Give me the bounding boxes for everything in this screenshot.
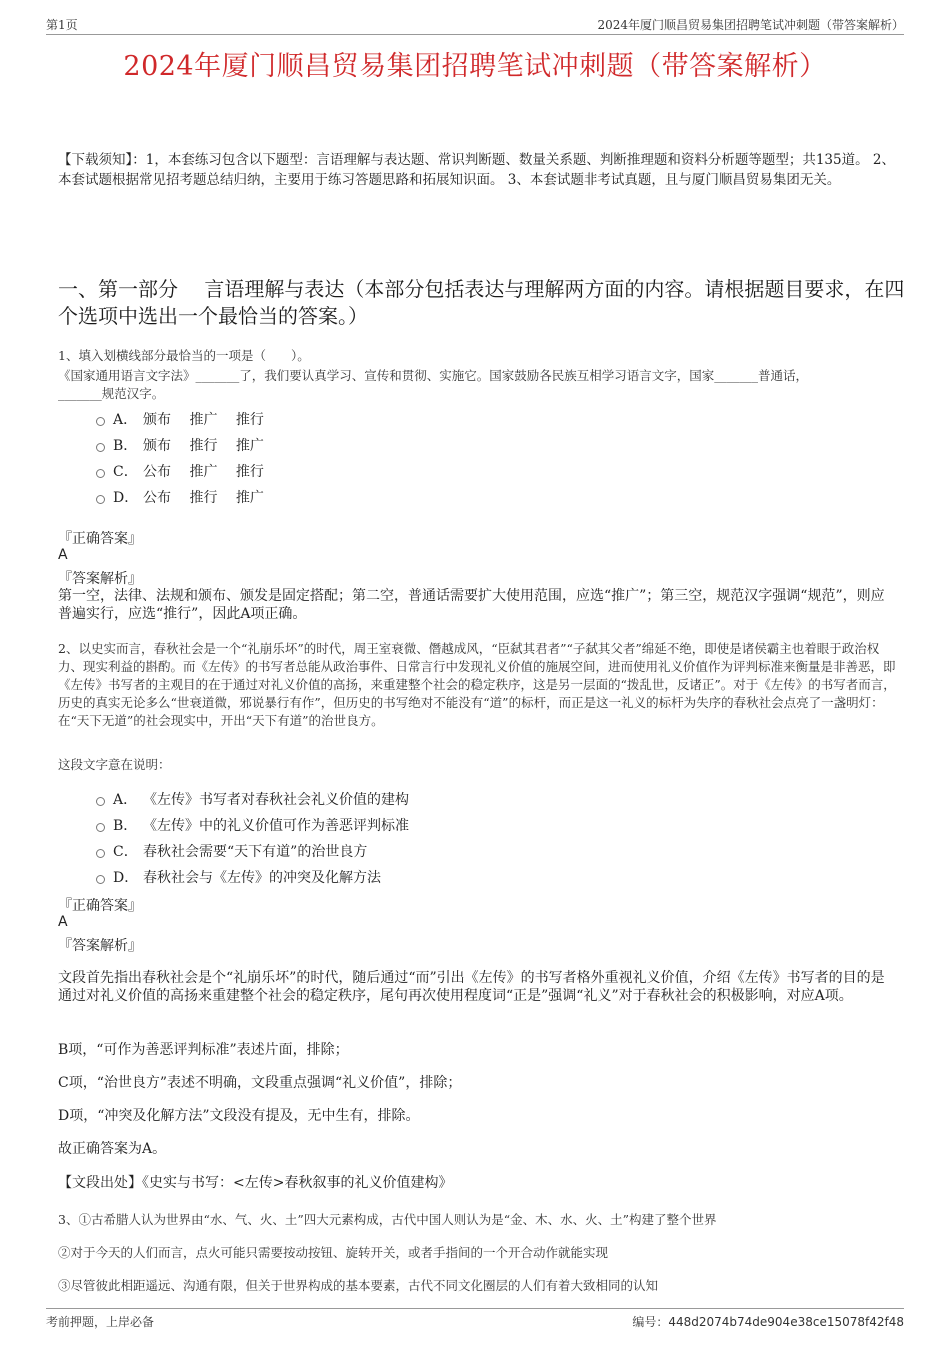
radio-icon[interactable] (96, 823, 105, 832)
option-text: 春秋社会需要“天下有道”的治世良方 (143, 844, 368, 860)
radio-icon[interactable] (96, 797, 105, 806)
option-label: C． (113, 844, 138, 860)
header-divider (46, 34, 904, 35)
footer-code (632, 1313, 904, 1330)
footer-code-label: 编号： (632, 1315, 669, 1329)
radio-icon[interactable] (96, 443, 105, 452)
q2-analysis-para: 故正确答案为A。 (58, 1141, 167, 1157)
footer-slogan: 考前押题，上岸必备 (46, 1315, 155, 1329)
option-label: A． (113, 792, 138, 808)
q2-analysis-para: C项，“治世良方”表述不明确，文段重点强调“礼义价值”，排除； (58, 1075, 462, 1091)
option-label: B． (113, 818, 138, 834)
q2-option-d[interactable] (96, 864, 409, 890)
q2-stem: 2、以史实而言，春秋社会是一个“礼崩乐坏”的时代，周王室衰微、僭越成风，“臣弑其君者”“子弑其父者”绵延不绝，即使是诸侯霸主也着眼于政治权力、现实利益的斟酌。而《左传》的书写者总能从政治事件、日常言行中发现礼义价值的施展空间，进而使用礼义价值作为评判标准来衡量是非善恶，即《左传》书写者的主观目的在于通过对礼义价值的高扬，来重建整个社会的稳定秩序，这是另一层面的“拨乱世，反诸正”。对于《左传》的书写者而言，历史的真实无论多么“世衰道微，邪说暴行有作”，但历史的书写绝对不能没有“道”的标杆，而正是这一礼义的标杆为失序的春秋社会点亮了一盏明灯：在“天下无道”的社会现实中，开出“天下有道”的治世良方。 (58, 641, 896, 728)
q1-answer-label: 『正确答案』 (58, 531, 142, 547)
q2-option-b[interactable] (96, 812, 409, 838)
q1-option-d[interactable] (96, 484, 264, 510)
q2-answer-label: 『正确答案』 (58, 898, 142, 914)
option-label: A． (113, 412, 138, 428)
radio-icon[interactable] (96, 469, 105, 478)
q1-option-c[interactable] (96, 458, 264, 484)
section-heading: 一、第一部分 言语理解与表达（本部分包括表达与理解两方面的内容。请根据题目要求，在四个选项中选出一个最恰当的答案。） (58, 277, 905, 328)
q3-line: 3、①古希腊人认为世界由“水、气、火、土”四大元素构成，古代中国人则认为是“金、木、水、火、土”构建了整个世界 (58, 1212, 717, 1227)
option-text: 春秋社会与《左传》的冲突及化解方法 (143, 870, 381, 886)
q1-text: 《国家通用语言文字法》_______了，我们要认真学习、宣传和贯彻、实施它。国家鼓励各民族互相学习语言文字，国家_______普通话，_______规范汉字。 (58, 368, 809, 401)
q2-prompt: 这段文字意在说明： (58, 757, 171, 772)
q1-answer-value: A (58, 547, 68, 563)
radio-icon[interactable] (96, 417, 105, 426)
radio-icon[interactable] (96, 495, 105, 504)
option-text: 颁布 推行 推广 (143, 438, 264, 454)
q3-line: ③尽管彼此相距遥远、沟通有限，但关于世界构成的基本要素，古代不同文化圈层的人们有着大致相同的认知 (58, 1278, 659, 1293)
option-text: 公布 推行 推广 (143, 490, 264, 506)
q2-analysis-para: D项，“冲突及化解方法”文段没有提及，无中生有，排除。 (58, 1108, 420, 1124)
page-title: 2024年厦门顺昌贸易集团招聘笔试冲刺题（带答案解析） (123, 51, 827, 82)
footer-divider (46, 1308, 904, 1309)
option-label: D． (113, 490, 139, 506)
q1-stem: 1、填入划横线部分最恰当的一项是（ ）。 (58, 348, 310, 363)
q2-analysis-para: B项，“可作为善恶评判标准”表述片面，排除； (58, 1042, 349, 1058)
q1-option-b[interactable] (96, 432, 264, 458)
q1-options (96, 406, 264, 510)
option-text: 《左传》书写者对春秋社会礼义价值的建构 (143, 792, 409, 808)
download-notice: 【下载须知】：1，本套练习包含以下题型：言语理解与表达题、常识判断题、数量关系题、判断推理题和资料分析题等题型；共135道。 2、本套试题根据常见招考题总结归纳，主要用于练习答题思路和拓展知识面。 3、本套试题非考试真题，且与厦门顺昌贸易集团无关。 (58, 152, 895, 188)
option-text: 《左传》中的礼义价值可作为善恶评判标准 (143, 818, 409, 834)
q1-option-a[interactable] (96, 406, 264, 432)
option-text: 公布 推广 推行 (143, 464, 264, 480)
q2-analysis-para: 文段首先指出春秋社会是个“礼崩乐坏”的时代，随后通过“而”引出《左传》的书写者格外重视礼义价值，介绍《左传》书写者的目的是通过对礼义价值的高扬来重建整个社会的稳定秩序，尾句再次使用程度词“正是”强调“礼义”对于春秋社会的积极影响，对应A项。 (58, 970, 885, 1004)
q2-analysis-label: 『答案解析』 (58, 938, 142, 954)
option-label: B． (113, 438, 138, 454)
option-label: C． (113, 464, 138, 480)
q2-answer-value: A (58, 914, 68, 930)
q2-options (96, 786, 409, 890)
radio-icon[interactable] (96, 875, 105, 884)
q1-analysis: 第一空，法律、法规和颁布、颁发是固定搭配；第二空，普通话需要扩大使用范围，应选“推广”；第三空，规范汉字强调“规范”，则应普遍实行，应选“推行”，因此A项正确。 (58, 588, 885, 622)
q2-option-c[interactable] (96, 838, 409, 864)
radio-icon[interactable] (96, 849, 105, 858)
q2-source: 【文段出处】《史实与书写：<左传>春秋叙事的礼义价值建构》 (58, 1175, 453, 1191)
q2-option-a[interactable] (96, 786, 409, 812)
q3-line: ②对于今天的人们而言，点火可能只需要按动按钮、旋转开关，或者手指间的一个开合动作就能实现 (58, 1245, 609, 1260)
footer-code-value: 448d2074b74de904e38ce15078f42f48 (668, 1315, 904, 1329)
option-label: D． (113, 870, 139, 886)
header-doc-title: 2024年厦门顺昌贸易集团招聘笔试冲刺题（带答案解析） (597, 18, 904, 32)
header-page-number: 第1页 (46, 18, 78, 32)
q1-analysis-label: 『答案解析』 (58, 571, 142, 587)
option-text: 颁布 推广 推行 (143, 412, 264, 428)
